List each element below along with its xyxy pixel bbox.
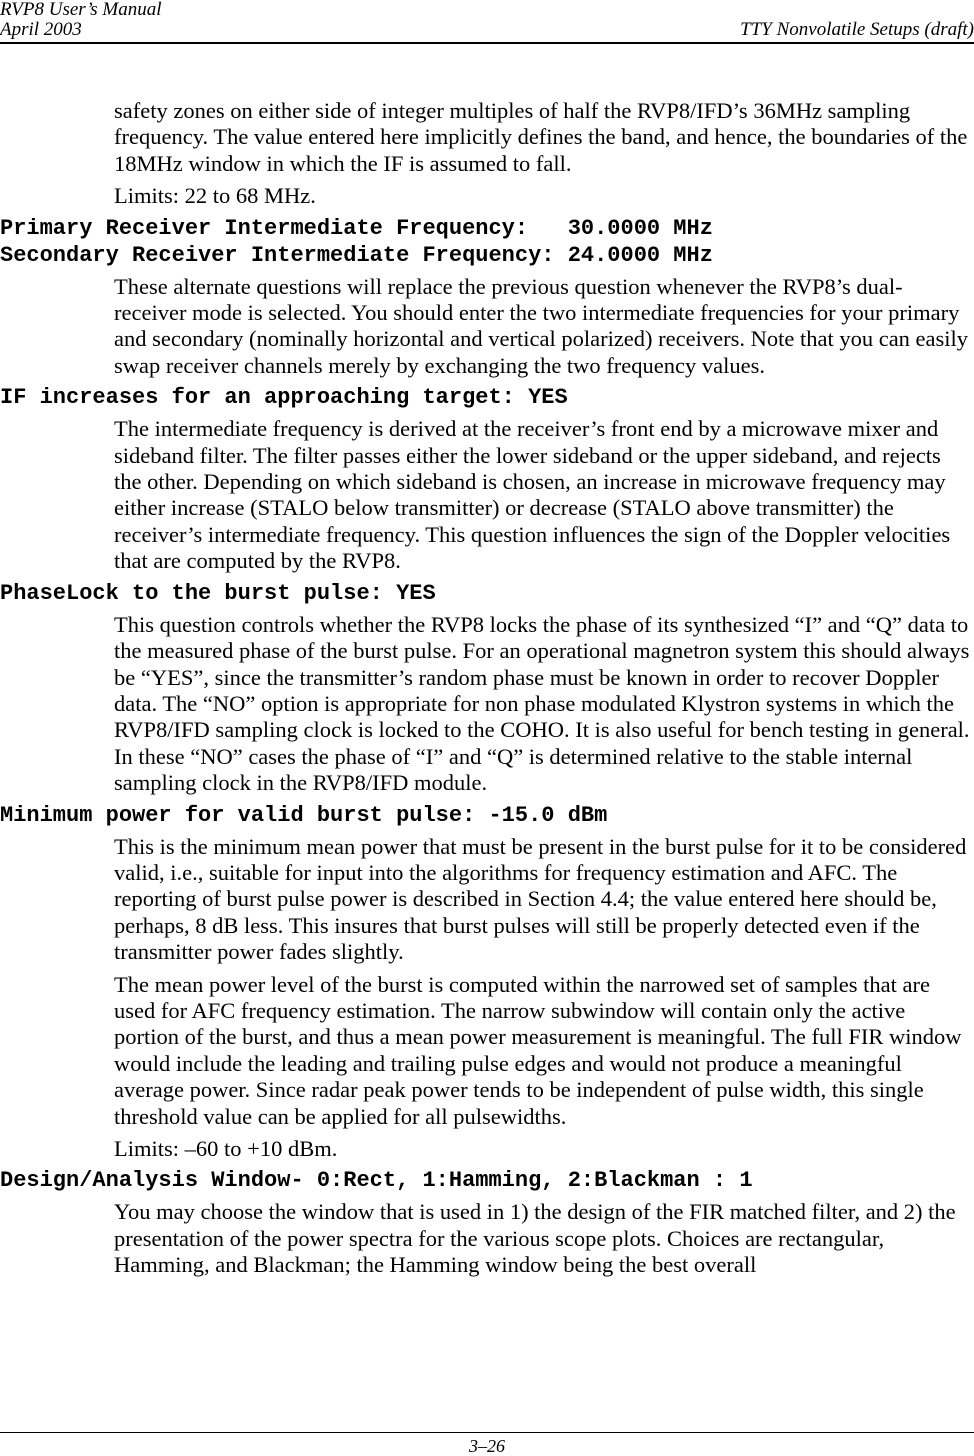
- body-paragraph: These alternate questions will replace the previous question whenever the RVP8’s dual-receiver mode is selected. You should enter the two intermediate frequencies for your primary and secondary (nominally horizontal and vertical polarized) receivers. Note that you can easily swap receiver channels merely by exchanging the two frequency values.: [114, 273, 969, 378]
- setup-question: Minimum power for valid burst pulse: -15.0 dBm: [0, 802, 608, 828]
- header-rule: [0, 42, 974, 44]
- setup-question: PhaseLock to the burst pulse: YES: [0, 580, 436, 606]
- body-paragraph: safety zones on either side of integer multiples of half the RVP8/IFD’s 36MHz sampling frequency. The value entered here implicitly defines the band, and hence, the boundaries of the 18MHz window in which the IF is assumed to fall.: [114, 98, 968, 176]
- page-header: [0, 0, 974, 44]
- body-paragraph: This is the minimum mean power that must be present in the burst pulse for it to be considered valid, i.e., suitable for input into the algorithms for frequency estimation and AFC. The reporting of burst pulse power is described in Section 4.4; the value entered here should be, perhaps, 8 dB less. This insures that burst pulses will still be properly detected even if the transmitter power fades slightly.: [114, 833, 967, 965]
- body-paragraph: The intermediate frequency is derived at the receiver’s front end by a microwave mixer and sideband filter. The filter passes either the lower sideband or the upper sideband, and rejects the other. Depending on which sideband is chosen, an increase in microwave frequency may either increase (STALO below transmitter) or decrease (STALO above transmitter) the receiver’s intermediate frequency. This question influences the sign of the Doppler velocities that are computed by the RVP8.: [114, 416, 951, 574]
- section-title: TTY Nonvolatile Setups (draft): [740, 19, 974, 40]
- body-paragraph: The mean power level of the burst is computed within the narrowed set of samples that are used for AFC frequency estimation. The narrow subwindow will contain only the active portion of the burst, and thus a mean power measurement is meaningful. The full FIR window would include the leading and trailing pulse edges and would not produce a meaningful average power. Since radar peak power tends to be independent of pulse width, this single threshold value can be applied for all pulsewidths.: [114, 971, 962, 1129]
- manual-title: RVP8 User’s Manual: [0, 0, 162, 20]
- body-paragraph: This question controls whether the RVP8 locks the phase of its synthesized “I” and “Q” data to the measured phase of the burst pulse. For an operational magnetron system this should always be “YES”, since the transmitter’s random phase must be known in order to recover Doppler data. The “NO” option is appropriate for non phase modulated Klystron systems in which the RVP8/IFD sampling clock is locked to the COHO. It is also useful for bench testing in general. In these “NO” cases the phase of “I” and “Q” is determined relative to the stable internal sampling clock in the RVP8/IFD module.: [114, 611, 970, 796]
- setup-question: Primary Receiver Intermediate Frequency: 30.0000 MHz: [0, 215, 713, 241]
- page-body: [0, 98, 974, 1285]
- setup-question: Secondary Receiver Intermediate Frequency: 24.0000 MHz: [0, 242, 713, 268]
- limits-note: Limits: 22 to 68 MHz.: [114, 183, 316, 209]
- footer-rule: [0, 1432, 974, 1433]
- setup-question: Design/Analysis Window- 0:Rect, 1:Hamming, 2:Blackman : 1: [0, 1168, 753, 1194]
- body-paragraph: You may choose the window that is used in 1) the design of the FIR matched filter, and 2) the presentation of the power spectra for the various scope plots. Choices are rectangular, Hamming, and Blackman; the Hamming window being the best overall: [114, 1199, 956, 1278]
- page-number: 3–26: [469, 1436, 505, 1456]
- limits-note: Limits: –60 to +10 dBm.: [114, 1136, 338, 1161]
- header-left: [0, 0, 162, 40]
- manual-date: April 2003: [0, 19, 82, 40]
- setup-question: IF increases for an approaching target: YES: [0, 385, 568, 411]
